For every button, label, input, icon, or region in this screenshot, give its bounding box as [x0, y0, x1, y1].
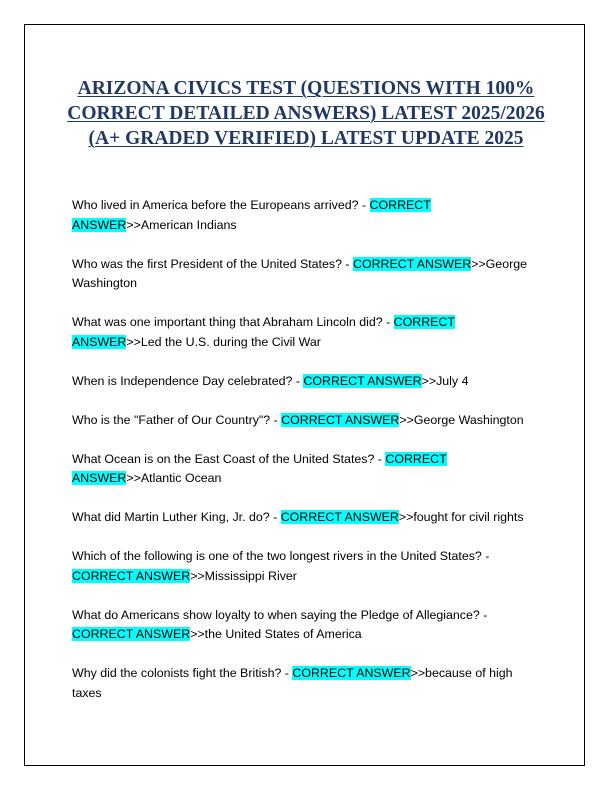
qa-list	[72, 196, 540, 723]
question-text: What did Martin Luther King, Jr. do? -	[72, 510, 281, 524]
qa-item	[72, 196, 540, 235]
correct-answer-label: CORRECT ANSWER	[353, 256, 472, 271]
answer-text: >>Led the U.S. during the Civil War	[126, 334, 321, 349]
correct-answer-label: CORRECT ANSWER	[303, 373, 422, 388]
answer-text: >>fought for civil rights	[398, 510, 524, 524]
question-text: What do Americans show loyalty to when saying the Pledge of Allegiance? -	[72, 607, 488, 622]
question-text: When is Independence Day celebrated? -	[72, 373, 304, 388]
question-text: Which of the following is one of the two longest rivers in the United States? -	[72, 549, 490, 563]
correct-answer-label: CORRECT ANSWER	[72, 315, 455, 349]
question-text: Why did the colonists fight the British? -	[72, 666, 293, 680]
qa-item	[72, 547, 540, 586]
answer-text: >>July 4	[421, 373, 469, 388]
question-text: Who was the first President of the United States? -	[72, 256, 353, 271]
qa-item	[72, 606, 540, 645]
answer-text: >>Atlantic Ocean	[126, 471, 222, 485]
question-text: What Ocean is on the East Coast of the United States? -	[72, 451, 386, 466]
question-text: Who is the "Father of Our Country"? -	[72, 412, 282, 427]
document-title: ARIZONA CIVICS TEST (QUESTIONS WITH 100% CORRECT DETAILED ANSWERS) LATEST 2025/2026 (A+ GRADED VERIFIED) LATEST UPDATE 2025	[67, 78, 545, 149]
correct-answer-label: CORRECT ANSWER	[292, 666, 411, 680]
correct-answer-label: CORRECT ANSWER	[72, 568, 191, 583]
answer-text: >>George Washington	[399, 412, 524, 427]
qa-item	[72, 450, 540, 489]
correct-answer-label: CORRECT ANSWER	[72, 451, 447, 485]
correct-answer-label: CORRECT ANSWER	[280, 510, 399, 524]
qa-item	[72, 313, 540, 352]
qa-item	[72, 372, 540, 392]
answer-text: >>American Indians	[126, 217, 237, 232]
correct-answer-label: CORRECT ANSWER	[72, 627, 191, 641]
qa-item	[72, 664, 540, 703]
question-text: Who lived in America before the Europeans arrived? -	[72, 198, 370, 212]
qa-item	[72, 411, 540, 431]
answer-text: >>Mississippi River	[190, 568, 297, 583]
correct-answer-label: CORRECT ANSWER	[72, 198, 431, 232]
question-text: What was one important thing that Abraham Lincoln did? -	[72, 315, 394, 329]
qa-item	[72, 508, 540, 528]
qa-item	[72, 255, 540, 294]
answer-text: >>George Washington	[72, 256, 527, 290]
answer-text: >>because of high taxes	[72, 666, 513, 700]
correct-answer-label: CORRECT ANSWER	[281, 412, 400, 427]
answer-text: >>the United States of America	[190, 627, 362, 641]
